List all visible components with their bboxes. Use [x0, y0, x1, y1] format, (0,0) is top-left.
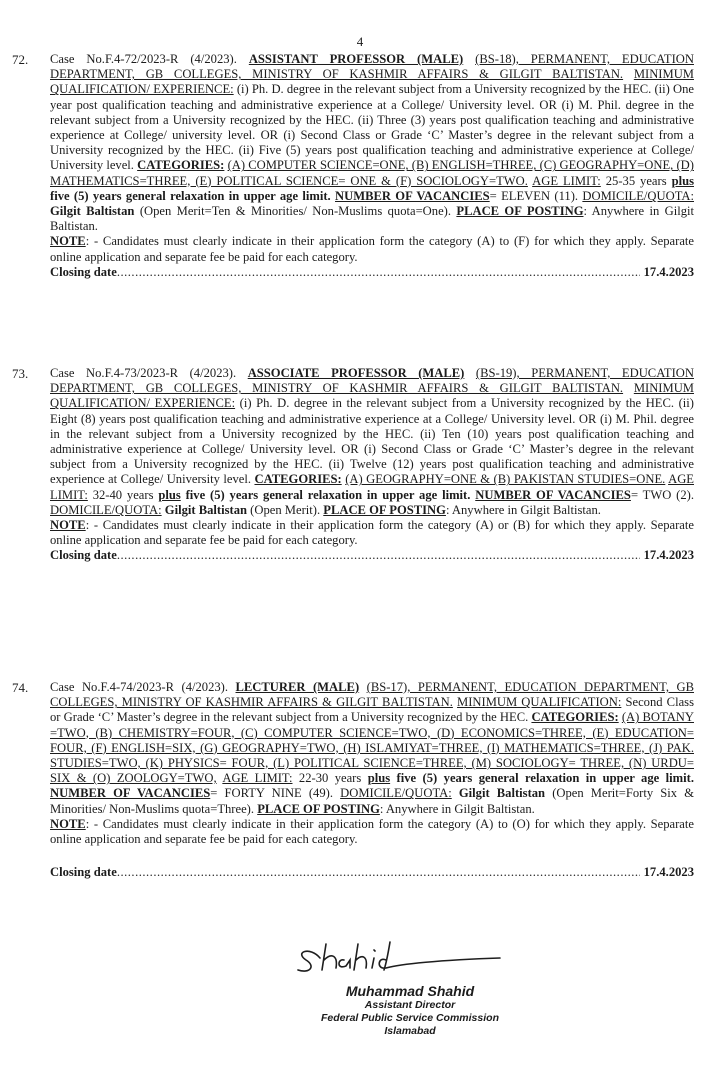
signatory-designation: Assistant Director — [364, 999, 456, 1011]
post-details: (BS-19), PERMANENT, EDUCATION DEPARTMENT, GB COLLEGES, MINISTRY OF KASHMIR AFFAIRS & GILGIT BALTISTAN. — [50, 366, 694, 396]
case-number: Case No.F.4-73/2023-R (4/2023). — [50, 366, 237, 380]
qualification-label: MINIMUM QUALIFICATION/ EXPERIENCE: — [50, 381, 694, 411]
note-label: NOTE — [50, 234, 86, 249]
closing-date-value: 17.4.2023 — [643, 865, 694, 880]
closing-date-label: Closing date — [50, 865, 117, 880]
signatory-name: Muhammad Shahid — [345, 983, 475, 999]
dot-leader — [117, 548, 640, 563]
posting-text: : Anywhere in Gilgit Baltistan. — [445, 502, 601, 517]
relaxation-plus: plus — [671, 173, 694, 188]
closing-date-value: 17.4.2023 — [643, 264, 694, 279]
qualification-text: (i) Ph. D. degree in the relevant subject from a University recognized by the HEC. (ii) One year post qualification teaching and administrative experience at a College/ University level. OR (i) M. Phil. degree in the relevant subject from a University recognized by the HEC. (ii) Three (3) years post qualification teaching and administrative experience at College/ university level. OR (i) Second Class or Grade ‘C’ Master’s degree in the relevant subject from a University recognized by the HEC. (ii) Five (5) years post qualification teaching and administrative experience at College/ University level. — [50, 82, 694, 173]
posting-text: : Anywhere in Gilgit Baltistan. — [379, 801, 535, 816]
domicile-label: DOMICILE/QUOTA: — [50, 502, 162, 517]
signature-block — [280, 938, 540, 1038]
post-title: ASSISTANT PROFESSOR (MALE) — [248, 52, 464, 66]
relaxation-plus: plus — [158, 487, 181, 502]
domicile-region: Gilgit Baltistan — [458, 786, 546, 801]
closing-date-row — [50, 865, 694, 880]
case-number: Case No.F.4-72/2023-R (4/2023). — [50, 52, 237, 66]
item-body — [50, 680, 694, 880]
domicile-text: (Open Merit). — [250, 502, 321, 517]
age-limit-label: AGE LIMIT: — [222, 771, 293, 786]
vacancies-text: = FORTY NINE (49). — [210, 786, 333, 801]
item-number: 72. — [12, 52, 29, 67]
note-text: : - Candidates must clearly indicate in their application form the category (A) to (F) for which they apply. Separate online application and separate fee be paid for each category. — [50, 234, 694, 264]
closing-date-value: 17.4.2023 — [643, 548, 694, 563]
relaxation-text: five (5) years general relaxation in upper age limit. — [396, 771, 694, 786]
post-title: ASSOCIATE PROFESSOR (MALE) — [247, 366, 465, 380]
age-limit-text: 32-40 years — [92, 487, 154, 502]
item-number: 73. — [12, 366, 29, 381]
posting-label: PLACE OF POSTING — [323, 502, 446, 517]
vacancies-label: NUMBER OF VACANCIES — [50, 786, 211, 801]
categories-label: CATEGORIES: — [137, 158, 225, 173]
qualification-text: Second Class or Grade ‘C’ Master’s degree in the relevant subject from a University recognized by the HEC. — [50, 695, 694, 725]
categories-text: (A) COMPUTER SCIENCE=ONE, (B) ENGLISH=THREE, (C) GEOGRAPHY=ONE, (D) MATHEMATICS=THREE, (E) POLITICAL SCIENCE= ONE & (F) SOCIOLOGY=TWO. — [50, 158, 694, 188]
page-number: 4 — [356, 34, 364, 49]
dot-leader — [117, 265, 640, 280]
categories-label: CATEGORIES: — [254, 472, 342, 487]
relaxation-text: five (5) years general relaxation in upper age limit. — [50, 188, 331, 203]
posting-label: PLACE OF POSTING — [456, 204, 584, 219]
dot-leader — [117, 865, 640, 880]
categories-text: (A) GEOGRAPHY=ONE & (B) PAKISTAN STUDIES=ONE. — [345, 472, 666, 487]
note-text: : - Candidates must clearly indicate in their application form the category (A) to (O) for which they apply. Separate online application and separate fee be paid for each category. — [50, 816, 694, 847]
item-body — [50, 366, 694, 564]
age-limit-label: AGE LIMIT: — [532, 173, 601, 188]
item-body — [50, 52, 694, 280]
closing-date-label: Closing date — [50, 264, 117, 279]
vacancies-label: NUMBER OF VACANCIES — [475, 487, 631, 502]
closing-date-row — [50, 548, 694, 563]
categories-text: (A) BOTANY =TWO, (B) CHEMISTRY=FOUR, (C) COMPUTER SCIENCE=TWO, (D) ECONOMICS=THREE, (E) EDUCATION= FOUR, (F) ENGLISH=SIX, (G) GEOGRAPHY=TWO, (H) ISLAMIYAT=THREE, (I) MATHEMATICS=THREE, (J) PAK. STUDIES=TWO, (K) PHYSICS= FOUR, (L) POLITICAL SCIENCE=THREE, (M) SOCIOLOGY= THREE, (N) URDU= SIX & (O) ZOOLOGY=TWO, — [50, 710, 694, 786]
closing-date-row — [50, 265, 694, 280]
case-number: Case No.F.4-74/2023-R (4/2023). — [50, 680, 229, 694]
domicile-region: Gilgit Baltistan — [50, 204, 135, 219]
vacancies-text: = ELEVEN (11). — [489, 188, 579, 203]
domicile-text: (Open Merit=Forty Six & Minorities/ Non-Muslims quota=Three). — [50, 786, 694, 816]
signatory-city: Islamabad — [384, 1025, 436, 1037]
qualification-text: (i) Ph. D. degree in the relevant subject from a University recognized by the HEC. (ii) Eight (8) years post qualification teaching and administrative experience at a College/ University level. OR (i) M. Phil. degree in the relevant subject from a University recognized by the HEC. (ii) Ten (10) years post qualification teaching and administrative experience at College/ University level. OR (i) Second Class or Grade ‘C’ Master’s degree in the relevant subject from a University recognized by the HEC. (ii) Twelve (12) years post qualification teaching and administrative experience at College/ University level. — [50, 396, 694, 487]
note-label: NOTE — [50, 518, 86, 533]
qualification-label: MINIMUM QUALIFICATION/ EXPERIENCE: — [50, 67, 694, 97]
domicile-label: DOMICILE/QUOTA: — [582, 188, 694, 203]
categories-label: CATEGORIES: — [531, 710, 619, 725]
note-label: NOTE — [50, 816, 86, 831]
age-limit-text: 22-30 years — [298, 771, 362, 786]
note-text: : - Candidates must clearly indicate in their application form the category (A) or (B) for which they apply. Separate online application and separate fee be paid for each category. — [50, 518, 694, 548]
posting-label: PLACE OF POSTING — [257, 801, 380, 816]
handwritten-signature — [280, 938, 540, 978]
signatory-details — [280, 983, 540, 1038]
age-limit-text: 25-35 years — [605, 173, 667, 188]
post-title: LECTURER (MALE) — [235, 680, 360, 694]
relaxation-plus: plus — [367, 771, 391, 786]
age-limit-label: AGE LIMIT: — [50, 472, 694, 502]
vacancies-text: = TWO (2). — [630, 487, 694, 502]
vacancies-label: NUMBER OF VACANCIES — [335, 188, 490, 203]
domicile-region: Gilgit Baltistan — [164, 502, 247, 517]
qualification-label: MINIMUM QUALIFICATION: — [457, 695, 622, 710]
domicile-label: DOMICILE/QUOTA: — [340, 786, 452, 801]
posting-text: : Anywhere in Gilgit Baltistan. — [50, 204, 695, 234]
domicile-text: (Open Merit=Ten & Minorities/ Non-Muslims quota=One). — [139, 204, 452, 219]
signatory-organization: Federal Public Service Commission — [321, 1012, 499, 1024]
post-details: (BS-17), PERMANENT, EDUCATION DEPARTMENT, GB COLLEGES, MINISTRY OF KASHMIR AFFAIRS & GILGIT BALTISTAN. — [50, 680, 694, 710]
item-number: 74. — [12, 680, 29, 695]
relaxation-text: five (5) years general relaxation in upper age limit. — [185, 487, 471, 502]
post-details: (BS-18), PERMANENT, EDUCATION DEPARTMENT, GB COLLEGES, MINISTRY OF KASHMIR AFFAIRS & GILGIT BALTISTAN. — [50, 52, 694, 82]
closing-date-label: Closing date — [50, 548, 117, 563]
